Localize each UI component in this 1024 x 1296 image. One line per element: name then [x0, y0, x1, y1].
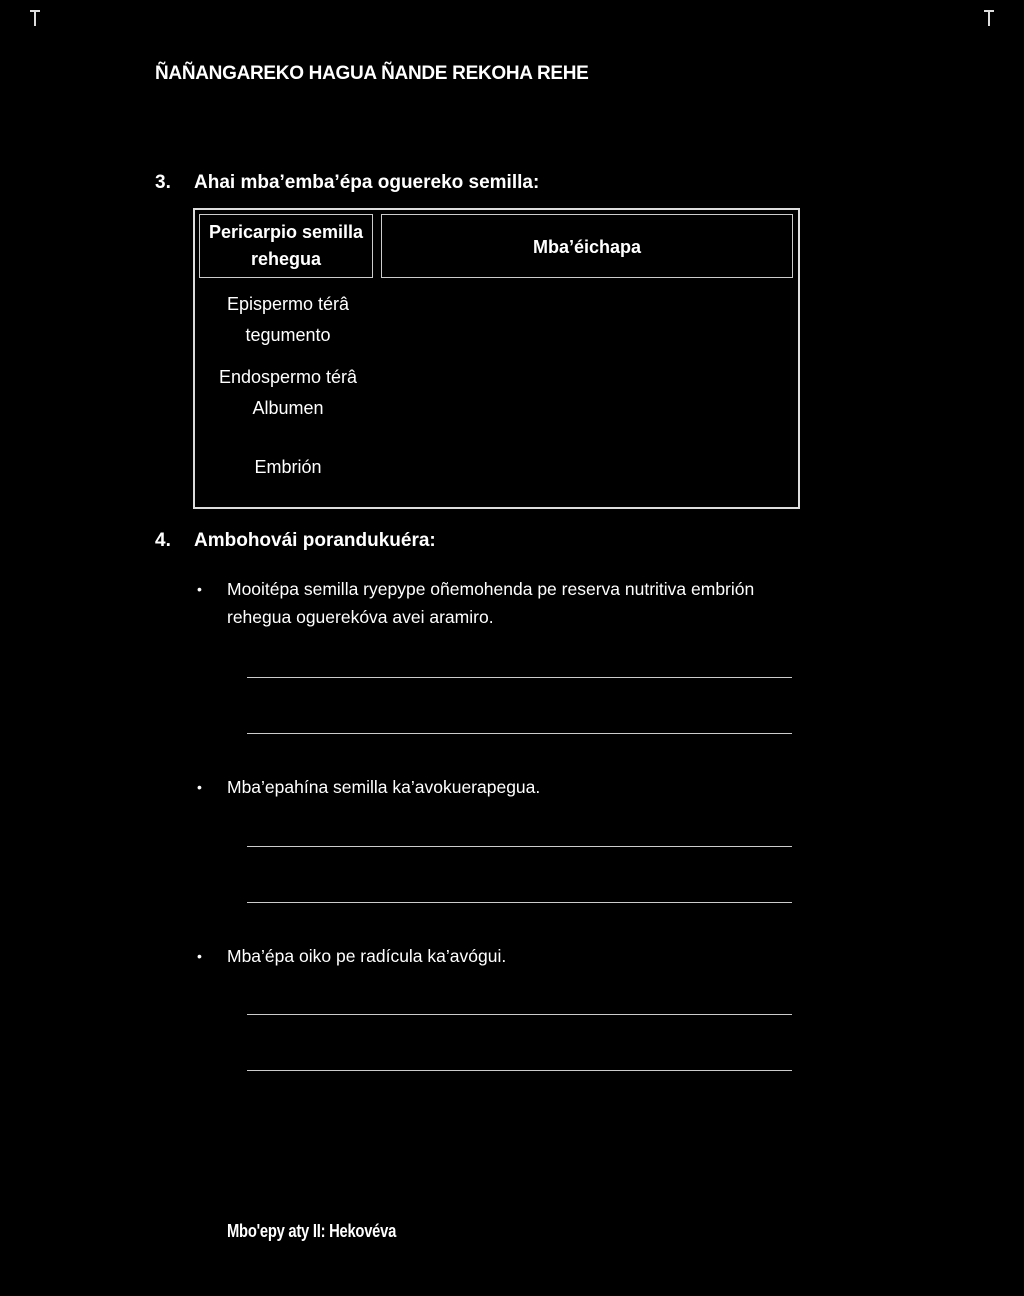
table-cell-epispermo — [197, 289, 379, 351]
cell-label-line1: Epispermo térâ — [226, 294, 350, 314]
answer-line-2a[interactable] — [247, 846, 792, 847]
page-footer: Mbo'epy aty II: Hekovéva — [227, 1221, 397, 1241]
table-header-parts-line2: rehegua — [250, 249, 322, 269]
question-4-text: Ambohovái porandukuéra: — [194, 530, 436, 551]
question-4-number: 4. — [155, 530, 171, 551]
seed-parts-table — [193, 208, 800, 509]
cell-label-line1: Embrión — [254, 457, 322, 477]
cell-label-line2: Albumen — [252, 398, 324, 418]
question-3-number: 3. — [155, 172, 171, 193]
page-header: ÑAÑANGAREKO HAGUA ÑANDE REKOHA REHE — [155, 63, 589, 84]
cell-label-line1: Endospermo térâ — [218, 367, 358, 387]
bullet-icon: • — [197, 581, 202, 597]
table-header-parts-line1: Pericarpio semilla — [208, 222, 364, 242]
bullet-icon: • — [197, 779, 202, 795]
question-4-item-1: Mooitépa semilla ryepype oñemohenda pe reserva nutritiva embrión rehegua oguerekóva avei aramiro. — [227, 579, 755, 627]
answer-line-1a[interactable] — [247, 677, 792, 678]
table-cell-embrion — [197, 452, 379, 483]
cell-label-line2: tegumento — [245, 325, 331, 345]
question-4-item-3: Mba’épa oiko pe radícula ka’avógui. — [227, 946, 507, 966]
question-4-item-2: Mba’epahína semilla ka’avokuerapegua. — [227, 777, 541, 797]
table-header-parts — [199, 214, 373, 278]
answer-line-2b[interactable] — [247, 902, 792, 903]
question-3-text: Ahai mba’emba’épa oguereko semilla: — [194, 172, 540, 193]
table-header-description: Mba’éichapa — [381, 214, 793, 278]
answer-line-1b[interactable] — [247, 733, 792, 734]
table-cell-endospermo — [197, 362, 379, 424]
answer-line-3a[interactable] — [247, 1014, 792, 1015]
answer-line-3b[interactable] — [247, 1070, 792, 1071]
crop-mark-right — [984, 10, 994, 26]
crop-mark-left — [30, 10, 40, 26]
bullet-icon: • — [197, 948, 202, 964]
